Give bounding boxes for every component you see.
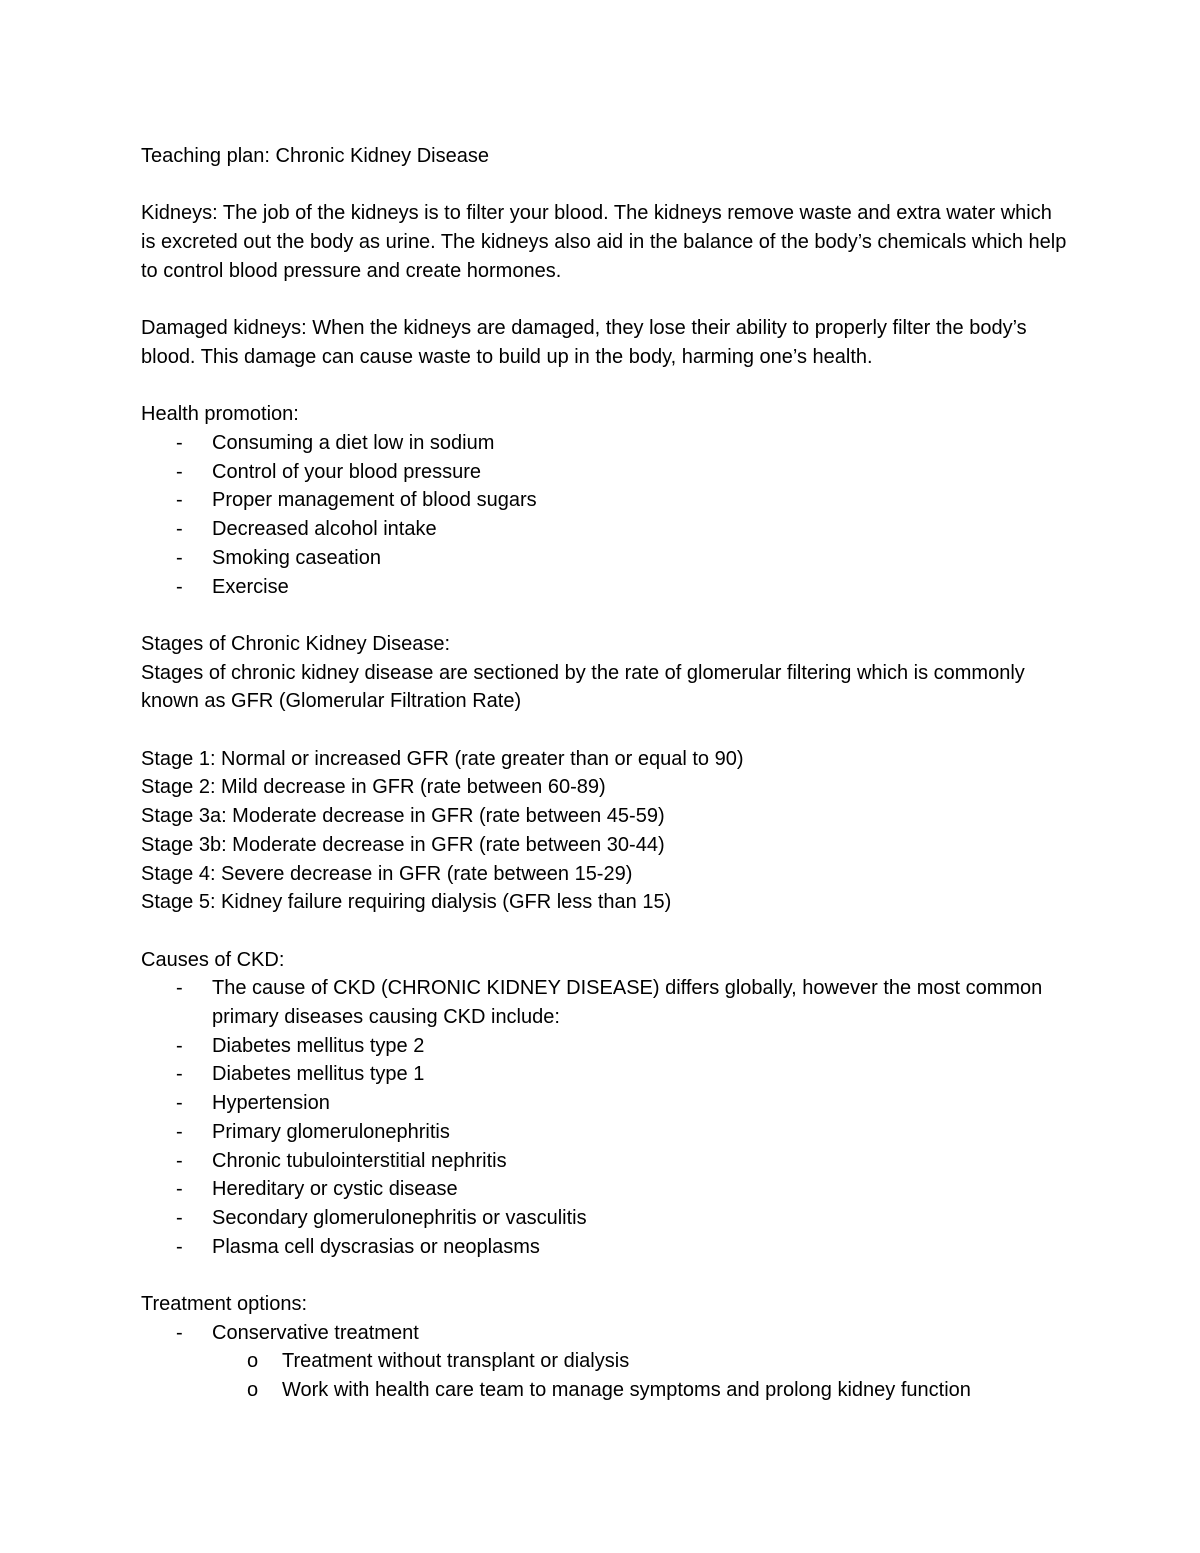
dash-bullet: -: [176, 1235, 183, 1258]
list-item-text: The cause of CKD (CHRONIC KIDNEY DISEASE) differs globally, however the most common primary diseases causing CKD include:: [212, 977, 1043, 1028]
list-item-text: Proper management of blood sugars: [212, 489, 537, 512]
list-item-text: Decreased alcohol intake: [212, 518, 437, 541]
circle-bullet: o: [247, 1350, 259, 1373]
list-item-text: Plasma cell dyscrasias or neoplasms: [212, 1235, 540, 1258]
spacer: [141, 372, 1071, 401]
treatment-sub-list: [141, 1347, 1071, 1404]
list-item-text: Diabetes mellitus type 2: [212, 1034, 425, 1057]
list-item: [141, 1060, 1071, 1089]
spacer: [141, 171, 1071, 200]
list-item-text: Primary glomerulonephritis: [212, 1120, 450, 1143]
list-item-text: Smoking caseation: [212, 546, 381, 569]
list-item: [141, 544, 1071, 573]
list-item: [141, 486, 1071, 515]
causes-list: [141, 974, 1071, 1261]
stages-intro: Stages of chronic kidney disease are sectioned by the rate of glomerular filtering which is commonly known as GFR (Glomerular Filtration Rate): [141, 661, 1025, 713]
list-item-text: Conservative treatment: [212, 1321, 419, 1344]
list-item: [141, 1233, 1071, 1262]
list-item: [141, 458, 1071, 487]
stage-line: Stage 2: Mild decrease in GFR (rate between 60-89): [141, 776, 606, 799]
list-item: [141, 1175, 1071, 1204]
list-item-text: Control of your blood pressure: [212, 460, 482, 483]
spacer: [141, 601, 1071, 630]
list-item-text: Diabetes mellitus type 1: [212, 1063, 425, 1086]
document-title: Teaching plan: Chronic Kidney Disease: [141, 145, 489, 167]
dash-bullet: -: [176, 518, 183, 541]
dash-bullet: -: [176, 431, 183, 454]
sub-list-item: [141, 1376, 1071, 1405]
treatment-heading: Treatment options:: [141, 1293, 308, 1316]
list-item: [141, 1032, 1071, 1061]
stages-heading: Stages of Chronic Kidney Disease:: [141, 632, 451, 655]
dash-bullet: -: [176, 489, 183, 512]
circle-bullet: o: [247, 1379, 259, 1402]
list-item: [141, 1089, 1071, 1118]
stage-line: Stage 3b: Moderate decrease in GFR (rate between 30-44): [141, 833, 665, 856]
spacer: [141, 1261, 1071, 1290]
dash-bullet: -: [176, 1092, 183, 1115]
list-item-text: Hypertension: [212, 1092, 330, 1115]
kidneys-paragraph: Kidneys: The job of the kidneys is to filter your blood. The kidneys remove waste and extra water which is excreted out the body as urine. The kidneys also aid in the balance of the body’s chemicals which help to control blood pressure and create hormones.: [141, 202, 1067, 282]
damaged-kidneys-paragraph: Damaged kidneys: When the kidneys are damaged, they lose their ability to properly filter the body’s blood. This damage can cause waste to build up in the body, harming one’s health.: [141, 317, 1027, 368]
list-item: [141, 1147, 1071, 1176]
list-item: [141, 1319, 1071, 1348]
list-item: [141, 974, 1071, 1031]
sub-list-item-text: Work with health care team to manage symptoms and prolong kidney function: [282, 1379, 971, 1402]
document-body: [141, 142, 1071, 1405]
spacer: [141, 917, 1071, 946]
dash-bullet: -: [176, 1206, 183, 1229]
dash-bullet: -: [176, 1149, 183, 1172]
spacer: [141, 286, 1071, 315]
stage-line: Stage 5: Kidney failure requiring dialysis (GFR less than 15): [141, 891, 672, 914]
stage-line: Stage 1: Normal or increased GFR (rate greater than or equal to 90): [141, 747, 744, 770]
causes-heading: Causes of CKD:: [141, 948, 285, 971]
list-item: [141, 573, 1071, 602]
list-item: [141, 1118, 1071, 1147]
list-item-text: Chronic tubulointerstitial nephritis: [212, 1149, 507, 1172]
list-item-text: Hereditary or cystic disease: [212, 1178, 458, 1201]
sub-list-item-text: Treatment without transplant or dialysis: [282, 1350, 630, 1373]
dash-bullet: -: [176, 575, 183, 598]
dash-bullet: -: [176, 460, 183, 483]
stage-line: Stage 3a: Moderate decrease in GFR (rate between 45-59): [141, 805, 665, 828]
list-item: [141, 515, 1071, 544]
list-item-text: Consuming a diet low in sodium: [212, 431, 495, 454]
list-item: [141, 1204, 1071, 1233]
list-item: [141, 429, 1071, 458]
health-promotion-heading: Health promotion:: [141, 403, 299, 426]
dash-bullet: -: [176, 1321, 183, 1344]
stage-line: Stage 4: Severe decrease in GFR (rate between 15-29): [141, 862, 633, 885]
dash-bullet: -: [176, 1120, 183, 1143]
dash-bullet: -: [176, 977, 183, 1000]
list-item-text: Secondary glomerulonephritis or vasculitis: [212, 1206, 587, 1229]
dash-bullet: -: [176, 1063, 183, 1086]
treatment-list: [141, 1319, 1071, 1348]
list-item-text: Exercise: [212, 575, 289, 598]
dash-bullet: -: [176, 1034, 183, 1057]
sub-list-item: [141, 1347, 1071, 1376]
dash-bullet: -: [176, 1178, 183, 1201]
dash-bullet: -: [176, 546, 183, 569]
spacer: [141, 716, 1071, 745]
health-promotion-list: [141, 429, 1071, 601]
